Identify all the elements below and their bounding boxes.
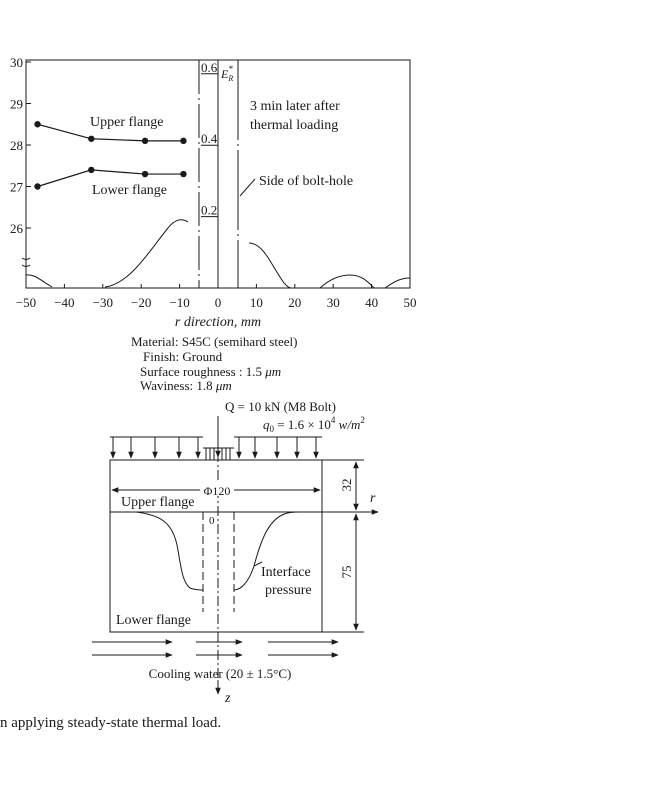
x-tick-label: 10 [249,295,263,310]
upper-flange-label: Upper flange [121,495,195,510]
x-tick-label: −50 [15,295,37,310]
heat-flux-label: $q_0 = 1.6 \times 10^4$ $w/m^2$ [263,415,365,434]
bolt-hole-leader [240,179,255,196]
origin-label: 0 [209,515,215,527]
time-note-line2: thermal loading [250,118,339,133]
material-line1: Material: S45C (semihard steel) [131,334,298,349]
y-tick-label: 29 [10,96,23,112]
z-axis-label: z [225,691,231,706]
x-axis-title: r direction, mm [174,315,262,330]
test-diagram [92,399,378,706]
y-axis-ticks [10,55,31,236]
caption: n applying steady-state thermal load. [0,715,222,731]
diameter-label: Φ120 [203,484,231,498]
chart [10,55,417,330]
x-tick-label: 20 [288,295,302,310]
inner-tick-label: 0.2 [201,202,218,218]
material-line2: Finish: Ground [143,349,223,364]
r-axis-label: r [370,491,376,506]
material-line4: Waviness: 1.8 μm [140,378,232,393]
data-point [34,183,40,189]
data-point [142,171,148,177]
data-point [180,171,186,177]
interface-label-1: Interface [261,565,311,580]
series-label-lower: Lower flange [92,183,168,198]
material-notes [131,334,297,393]
dim-upper-label: 32 [339,478,354,492]
load-label: Q = 10 kN (M8 Bolt) [225,399,336,414]
interface-label-2: pressure [265,583,312,598]
dim-lower-label: 75 [339,565,354,579]
inner-axis-ticks [201,60,218,218]
x-tick-label: −20 [131,295,152,310]
inner-tick-label: 0.4 [201,131,218,147]
y-tick-label: 28 [10,138,23,153]
y-tick-label: 30 [10,55,23,70]
lower-flange-label: Lower flange [116,613,192,628]
x-tick-label: −10 [169,295,190,310]
x-tick-label: −30 [92,295,113,310]
data-point [34,121,40,127]
x-tick-label: 0 [214,295,222,310]
x-tick-label: 50 [403,295,417,310]
y-tick-label: 27 [10,179,23,195]
bolt-hole-label: Side of bolt-hole [259,174,354,189]
cooling-water-label: Cooling water (20 ± 1.5°C) [148,666,292,681]
x-tick-label: −40 [54,295,75,310]
er-curve-right [249,243,410,288]
data-point [180,138,186,144]
x-tick-label: 40 [365,295,379,310]
time-note-line1: 3 min later after [250,99,340,114]
cooling-water-arrows [92,642,338,655]
er-curve-left [26,220,188,287]
inner-tick-label: 0.6 [201,59,218,75]
data-point [88,167,94,173]
series-label-upper: Upper flange [90,115,164,130]
data-point [88,136,94,142]
data-point [142,138,148,144]
inner-axis-label: $E_R*$ [221,64,234,83]
material-line3: Surface roughness : 1.5 μm [140,364,282,379]
y-tick-label: 26 [10,221,23,236]
x-tick-label: 30 [326,295,340,310]
series-layer [34,121,186,190]
